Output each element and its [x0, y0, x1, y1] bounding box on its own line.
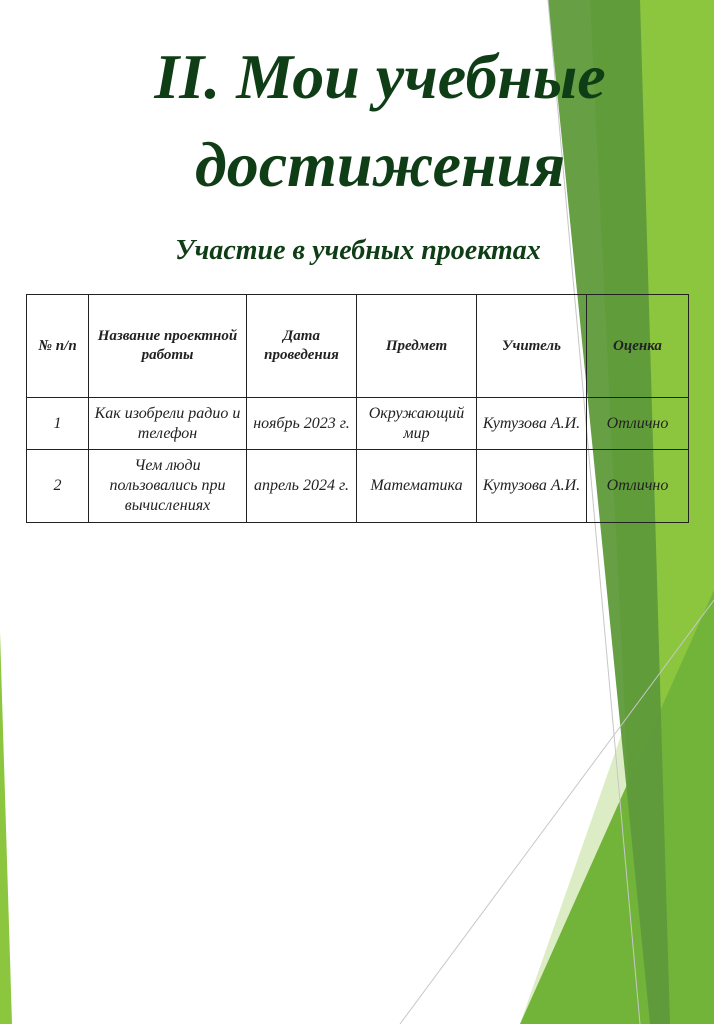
- cell-date: апрель 2024 г.: [247, 450, 357, 523]
- cell-subject: Математика: [357, 450, 477, 523]
- cell-project-name: Как изобрели радио и телефон: [89, 398, 247, 450]
- page-title-line-2: достижения: [194, 129, 566, 200]
- header-project-name: Название проектной работы: [89, 295, 247, 398]
- table-row: [27, 398, 689, 450]
- projects-table: [26, 294, 689, 523]
- cell-teacher: Кутузова А.И.: [477, 398, 587, 450]
- green-stripe-left: [0, 632, 12, 1024]
- header-number: № п/п: [27, 295, 89, 398]
- cell-date: ноябрь 2023 г.: [247, 398, 357, 450]
- header-teacher: Учитель: [477, 295, 587, 398]
- header-grade: Оценка: [587, 295, 689, 398]
- cell-subject: Окружающий мир: [357, 398, 477, 450]
- cell-project-name: Чем люди пользовались при вычислениях: [89, 450, 247, 523]
- section-subtitle: Участие в учебных проектах: [175, 235, 541, 266]
- cell-grade: Отлично: [587, 450, 689, 523]
- cell-number: 1: [27, 398, 89, 450]
- page-title-line-1: II. Мои учебные: [154, 41, 606, 112]
- table-header-row: [27, 295, 689, 398]
- cell-teacher: Кутузова А.И.: [477, 450, 587, 523]
- header-subject: Предмет: [357, 295, 477, 398]
- header-date: Дата проведения: [247, 295, 357, 398]
- table-row: [27, 450, 689, 523]
- cell-grade: Отлично: [587, 398, 689, 450]
- cell-number: 2: [27, 450, 89, 523]
